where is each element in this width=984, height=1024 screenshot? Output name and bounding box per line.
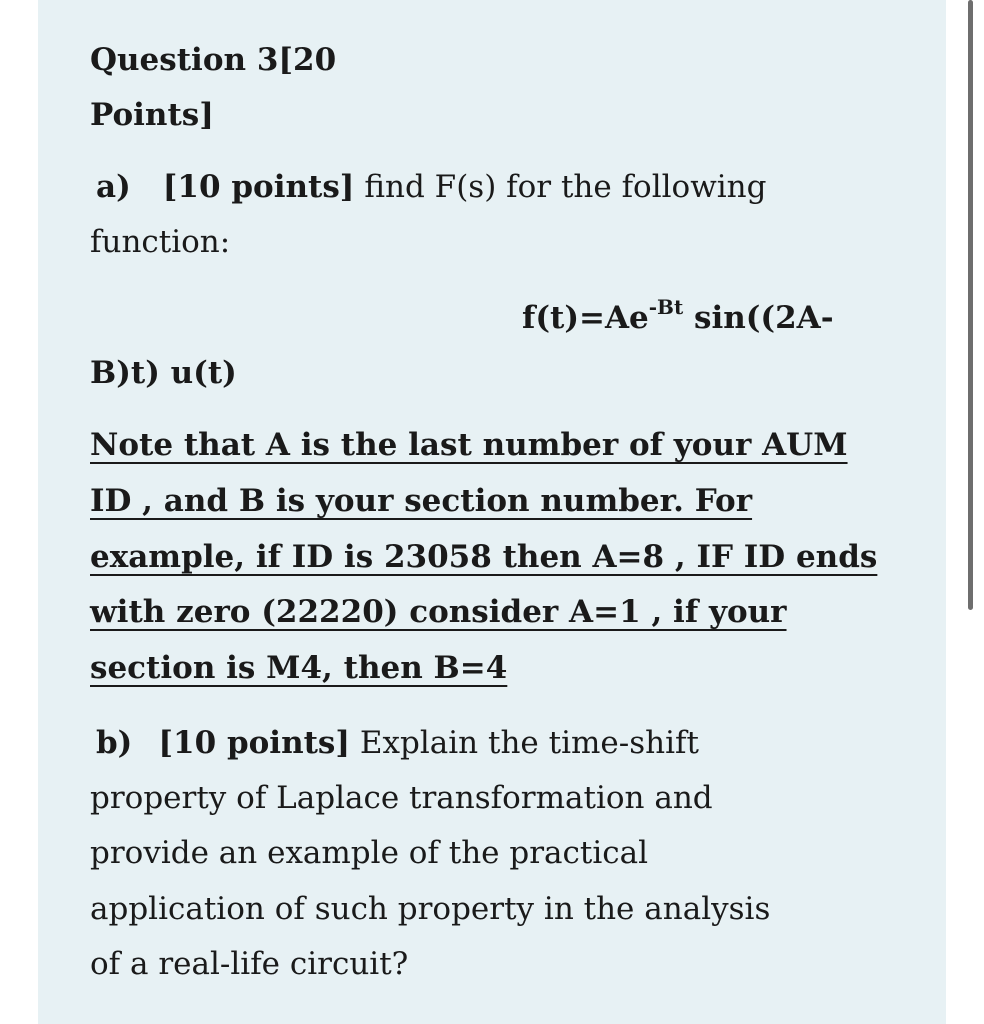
question-title-line2: Points]: [90, 97, 214, 133]
note-line5: section is M4, then B=4: [90, 650, 508, 686]
part-b-text: Explain the time-shift: [350, 725, 699, 761]
part-b-line3: provide an example of the practical: [90, 835, 649, 871]
part-a-text: find F(s) for the following: [354, 169, 767, 205]
formula-rest: sin((2A-: [683, 300, 834, 336]
part-b-label: b): [96, 725, 133, 761]
note-line2: ID , and B is your section number. For: [90, 483, 753, 519]
note-line1: Note that A is the last number of your AUM: [90, 427, 848, 463]
part-a-line1: [96, 160, 766, 215]
formula-main: f(t)=Ae: [522, 300, 649, 336]
note-line3: example, if ID is 23058 then A=8 , IF ID ends: [90, 539, 878, 575]
part-a-line2: function:: [90, 224, 231, 260]
question-title-line1: Question 3[20: [90, 42, 337, 78]
part-b-line4: application of such property in the analysis: [90, 891, 771, 927]
part-a-points: [10 points]: [162, 169, 355, 205]
part-b-points: [10 points]: [158, 725, 351, 761]
formula-exponent: -Bt: [648, 295, 684, 319]
scrollbar[interactable]: [968, 0, 973, 610]
part-a-label: a): [96, 169, 131, 205]
part-b-line5: of a real-life circuit?: [90, 946, 409, 982]
part-b-line2: property of Laplace transformation and: [90, 780, 713, 816]
formula-line1: [522, 291, 834, 346]
note-line4: with zero (22220) consider A=1 , if your: [90, 594, 787, 630]
formula-line2: B)t) u(t): [90, 355, 237, 391]
part-b-line1: [96, 716, 699, 771]
